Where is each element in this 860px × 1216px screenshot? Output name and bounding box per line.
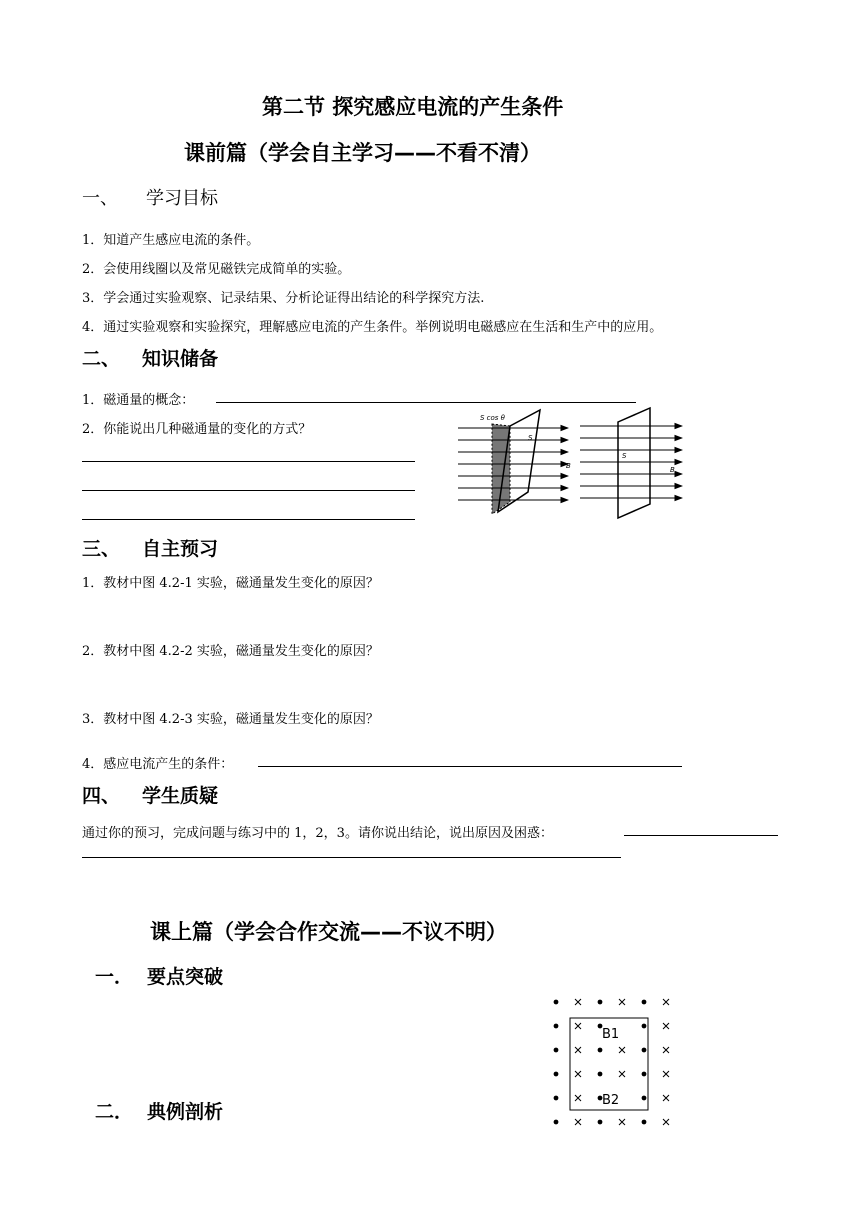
knowledge-item: 1．磁通量的概念： <box>82 393 195 408</box>
preview-item: 3．教材中图 4.2-3 实验，磁通量发生变化的原因？ <box>82 712 379 727</box>
section-title: 知识储备 <box>142 348 219 370</box>
b1-label: B1 <box>602 1027 620 1042</box>
field-in-cross <box>663 1071 669 1077</box>
section-number: 二． <box>95 1101 134 1123</box>
field-out-dot <box>598 1000 603 1005</box>
perpendicular-plane <box>618 408 650 518</box>
section-title: 典例剖析 <box>147 1101 224 1123</box>
section-title: 自主预习 <box>142 538 219 560</box>
field-lines-right <box>580 426 682 498</box>
section-title: 要点突破 <box>147 966 224 988</box>
field-out-dot <box>554 1072 559 1077</box>
field-out-dot <box>554 1024 559 1029</box>
section-number: 一、 <box>82 188 118 209</box>
field-in-cross <box>575 999 581 1005</box>
section-4-heading <box>82 781 218 808</box>
field-in-cross <box>619 999 625 1005</box>
field-in-cross <box>663 1023 669 1029</box>
s-label: S <box>622 452 627 460</box>
magnetic-flux-figure <box>450 404 690 524</box>
magnetic-field-grid-figure <box>544 990 680 1130</box>
s-label: S <box>528 434 533 442</box>
objective-item: 1．知道产生感应电流的条件。 <box>82 233 260 248</box>
section-2-heading <box>82 344 218 371</box>
preview-item: 2．教材中图 4.2-2 实验，磁通量发生变化的原因？ <box>82 644 379 659</box>
knowledge-item: 2．你能说出几种磁通量的变化的方式？ <box>82 422 312 437</box>
field-out-dot <box>598 1072 603 1077</box>
field-in-cross <box>619 1119 625 1125</box>
part2-subtitle: 课上篇（学会合作交流——不议不明） <box>150 920 507 944</box>
section-number: 一． <box>95 966 134 988</box>
answer-line <box>82 519 415 520</box>
objective-item: 4．通过实验观察和实验探究，理解感应电流的产生条件。举例说明电磁感应在生活和生产中的应用。 <box>82 320 663 335</box>
field-out-dot <box>642 1120 647 1125</box>
answer-line <box>82 461 415 462</box>
field-in-cross <box>575 1119 581 1125</box>
field-in-cross <box>575 1047 581 1053</box>
objective-item: 2．会使用线圈以及常见磁铁完成简单的实验。 <box>82 262 351 277</box>
field-in-cross <box>619 1047 625 1053</box>
part2-section-1-heading <box>95 962 223 989</box>
field-out-dot <box>554 1048 559 1053</box>
field-in-cross <box>575 1023 581 1029</box>
field-out-dot <box>642 1096 647 1101</box>
section-number: 三、 <box>82 538 121 560</box>
field-in-cross <box>663 1095 669 1101</box>
answer-line <box>82 490 415 491</box>
field-out-dot <box>598 1120 603 1125</box>
field-in-cross <box>663 999 669 1005</box>
part1-subtitle: 课前篇（学会自主学习——不看不清） <box>184 141 541 165</box>
section-title: 学习目标 <box>146 188 218 209</box>
b-label: B <box>670 466 675 474</box>
field-out-dot <box>554 1000 559 1005</box>
answer-line <box>258 766 682 767</box>
section-number: 四、 <box>82 785 121 807</box>
section-number: 二、 <box>82 348 121 370</box>
field-in-cross <box>575 1071 581 1077</box>
field-out-dot <box>598 1048 603 1053</box>
b2-label: B2 <box>602 1093 620 1108</box>
objective-item: 3．学会通过实验观察、记录结果、分析论证得出结论的科学探究方法. <box>82 291 485 306</box>
field-out-dot <box>554 1096 559 1101</box>
field-in-cross <box>663 1047 669 1053</box>
section-title: 学生质疑 <box>142 785 219 807</box>
b-label: B <box>566 462 571 470</box>
field-in-cross <box>619 1071 625 1077</box>
page-title: 第二节 探究感应电流的产生条件 <box>262 95 564 119</box>
answer-line <box>216 402 636 403</box>
field-lines-left <box>458 428 568 500</box>
field-out-dot <box>642 1000 647 1005</box>
preview-item: 1．教材中图 4.2-1 实验，磁通量发生变化的原因？ <box>82 576 379 591</box>
field-in-cross <box>575 1095 581 1101</box>
answer-line <box>624 835 778 836</box>
section-3-heading <box>82 534 218 561</box>
field-out-dot <box>642 1048 647 1053</box>
field-out-dot <box>554 1120 559 1125</box>
answer-line <box>82 857 621 858</box>
field-in-cross <box>663 1119 669 1125</box>
field-out-dot <box>642 1072 647 1077</box>
questions-prompt: 通过你的预习，完成问题与练习中的 1，2，3。请你说出结论，说出原因及困惑： <box>82 826 553 841</box>
part2-section-2-heading <box>95 1097 223 1124</box>
preview-item: 4．感应电流产生的条件： <box>82 757 234 772</box>
section-1-heading <box>82 184 218 210</box>
field-out-dot <box>642 1024 647 1029</box>
s-cos-label: S cos θ <box>480 414 505 422</box>
